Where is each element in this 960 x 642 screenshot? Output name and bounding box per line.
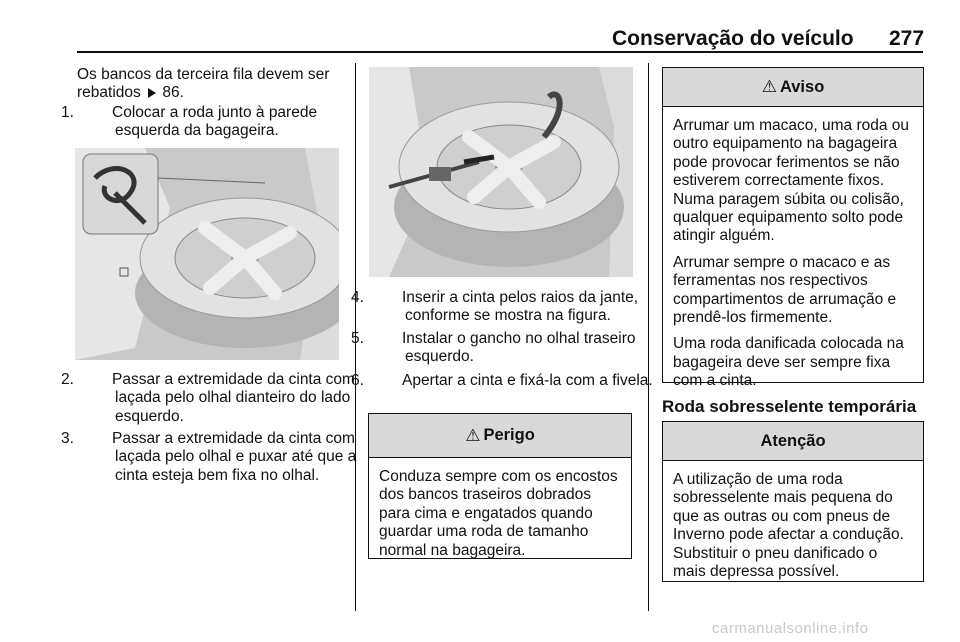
wheel-placement-illustration xyxy=(75,148,339,360)
step-number: 5. xyxy=(351,330,364,347)
step-text: Passar a extremidade da cinta com laçada pelo olhal e puxar até que a cinta esteja bem fixa no olhal. xyxy=(112,430,357,484)
warning-triangle-icon: ⚠ xyxy=(761,77,777,96)
step-number: 3. xyxy=(61,430,74,447)
attention-text: A utilização de uma roda sobresselente mais pequena do que as outras ou com pneus de Inverno pode afectar a condução. Substituir o pneu danificado o mais depressa possível. xyxy=(673,471,904,581)
intro-text: Os bancos da terceira fila devem ser rebatidos xyxy=(77,66,330,102)
section-heading: Roda sobresselente temporária xyxy=(662,397,917,416)
page-number: 277 xyxy=(889,27,925,50)
warning-paragraph: Uma roda danificada colocada na bagageira deve ser sempre fixa com a cinta. xyxy=(673,335,904,390)
attention-body xyxy=(663,461,923,581)
warning-body xyxy=(663,107,923,391)
danger-title: Perigo xyxy=(483,426,535,444)
danger-body xyxy=(369,458,631,560)
list-item xyxy=(351,372,665,390)
strap-through-spokes-illustration xyxy=(369,67,633,277)
step-text: Colocar a roda junto à parede esquerda da bagageira. xyxy=(112,104,318,140)
step-text: Passar a extremidade da cinta com laçada pelo olhal dianteiro do lado esquerdo. xyxy=(112,371,355,425)
list-item xyxy=(61,430,373,485)
page-title: Conservação do veículo xyxy=(612,27,854,50)
danger-text: Conduza sempre com os encostos dos bancos traseiros dobrados para cima e engatados quando guardar uma roda de tamanho normal na bagageira. xyxy=(379,468,618,559)
danger-header xyxy=(369,414,631,458)
step-text: Apertar a cinta e fixá-la com a fivela. xyxy=(402,372,653,389)
list-item xyxy=(351,330,665,367)
step-number: 4. xyxy=(351,289,364,306)
intro-paragraph xyxy=(77,66,349,103)
watermark: carmanualsonline.info xyxy=(712,620,869,637)
list-item xyxy=(351,289,665,326)
warning-paragraph: Arrumar um macaco, uma roda ou outro equipamento na bagageira pode provocar ferimentos se não estiverem correctamente fixos. Numa paragem súbita ou colisão, qualquer equipamento solto pode atingir alguém. xyxy=(673,117,910,245)
warning-header xyxy=(663,68,923,107)
step-number: 2. xyxy=(61,371,74,388)
step-text: Inserir a cinta pelos raios da jante, conforme se mostra na figura. xyxy=(402,289,639,325)
triangle-right-icon xyxy=(148,88,156,98)
warning-box xyxy=(662,67,924,390)
header-rule xyxy=(77,51,923,53)
step-number: 6. xyxy=(351,372,364,389)
step-number: 1. xyxy=(61,104,74,121)
warning-paragraph: Arrumar sempre o macaco e as ferramentas nos respectivos compartimentos de arrumação e prendê-los firmemente. xyxy=(673,253,897,327)
list-item xyxy=(61,104,365,141)
warning-title: Aviso xyxy=(779,77,825,96)
attention-box xyxy=(662,421,924,582)
step-text: Instalar o gancho no olhal traseiro esquerdo. xyxy=(402,330,636,366)
attention-title: Atenção xyxy=(760,431,826,450)
danger-box xyxy=(368,413,632,559)
attention-header xyxy=(663,422,923,461)
page-reference-link[interactable]: 86. xyxy=(162,84,184,102)
warning-triangle-icon: ⚠ xyxy=(465,425,481,445)
list-item xyxy=(61,371,373,426)
